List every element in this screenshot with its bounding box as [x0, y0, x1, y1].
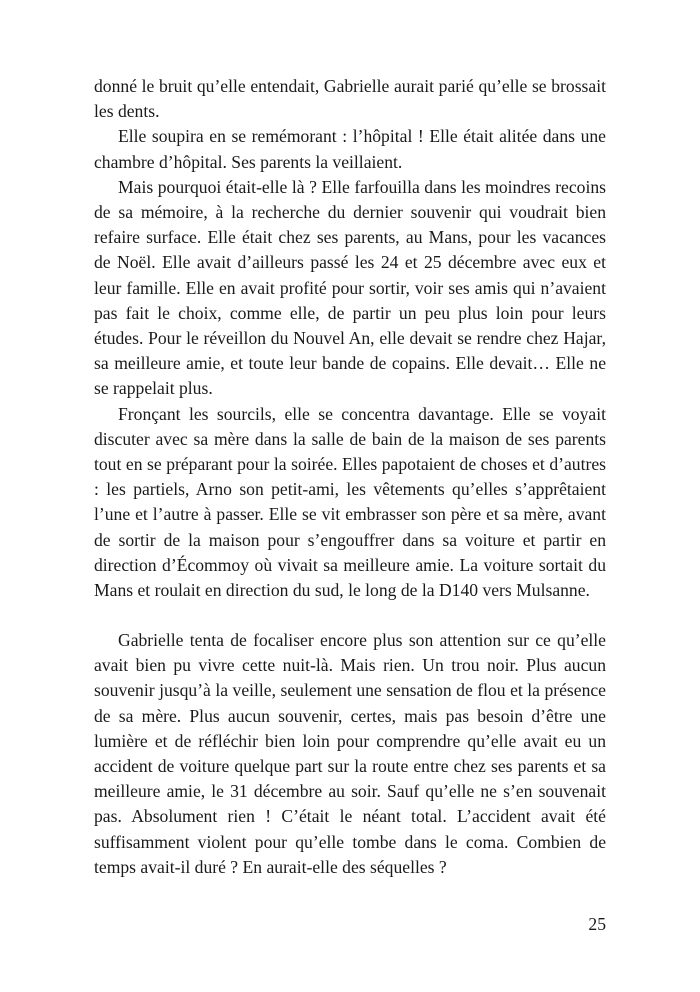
page-number: 25	[588, 914, 606, 934]
paragraph: Gabrielle tenta de focaliser encore plus son attention sur ce qu’elle avait bien pu vivre cette nuit-là. Mais rien. Un trou noir. Plus aucun souvenir jusqu’à la veille, seulement une sensation de flou et la présence de sa mère. Plus aucun souvenir, certes, mais pas besoin d’être une lumière et de réfléchir bien loin pour comprendre qu’elle avait eu un accident de voiture quelque part sur la route entre chez ses parents et sa meilleure amie, le 31 décembre au soir. Sauf qu’elle ne s’en souvenait pas. Absolument rien ! C’était le néant total. L’accident avait été suffisamment violent pour qu’elle tombe dans le coma. Combien de temps avait-il duré ? En aurait-elle des séquelles ?	[94, 630, 606, 877]
text-section-1	[94, 74, 606, 603]
text-section-2	[94, 628, 606, 880]
paragraph: Mais pourquoi était-elle là ? Elle farfouilla dans les moindres recoins de sa mémoire, à la recherche du dernier souvenir qui voudrait bien refaire surface. Elle était chez ses parents, au Mans, pour les vacances de Noël. Elle avait d’ailleurs passé les 24 et 25 décembre avec eux et leur famille. Elle en avait profité pour sortir, voir ses amis qui n’avaient pas fait le choix, comme elle, de partir un peu plus loin pour leurs études. Pour le réveillon du Nouvel An, elle devait se rendre chez Hajar, sa meilleure amie, et toute leur bande de copains. Elle devait… Elle ne se rappelait plus.	[94, 176, 606, 399]
paragraph: Fronçant les sourcils, elle se concentra davantage. Elle se voyait discuter avec sa mère dans la salle de bain de la maison de ses parents tout en se préparant pour la soirée. Elles papotaient de choses et d’autres : les partiels, Arno son petit-ami, les vêtements qu’elles s’apprêtaient l’une et l’autre à passer. Elle se vit embrasser son père et sa mère, avant de sortir de la maison pour s’engouffrer dans sa voiture et partir en direction d’Écommoy où vivait sa meilleure amie. La voiture sortait du Mans et roulait en direction du sud, le long de la D140 vers Mulsanne.	[94, 403, 606, 601]
paragraph-continued: donné le bruit qu’elle entendait, Gabrielle aurait parié qu’elle se brossait les dents.	[94, 76, 606, 122]
paragraph: Elle soupira en se remémorant : l’hôpital ! Elle était alitée dans une chambre d’hôpital. Ses parents la veillaient.	[94, 126, 606, 172]
